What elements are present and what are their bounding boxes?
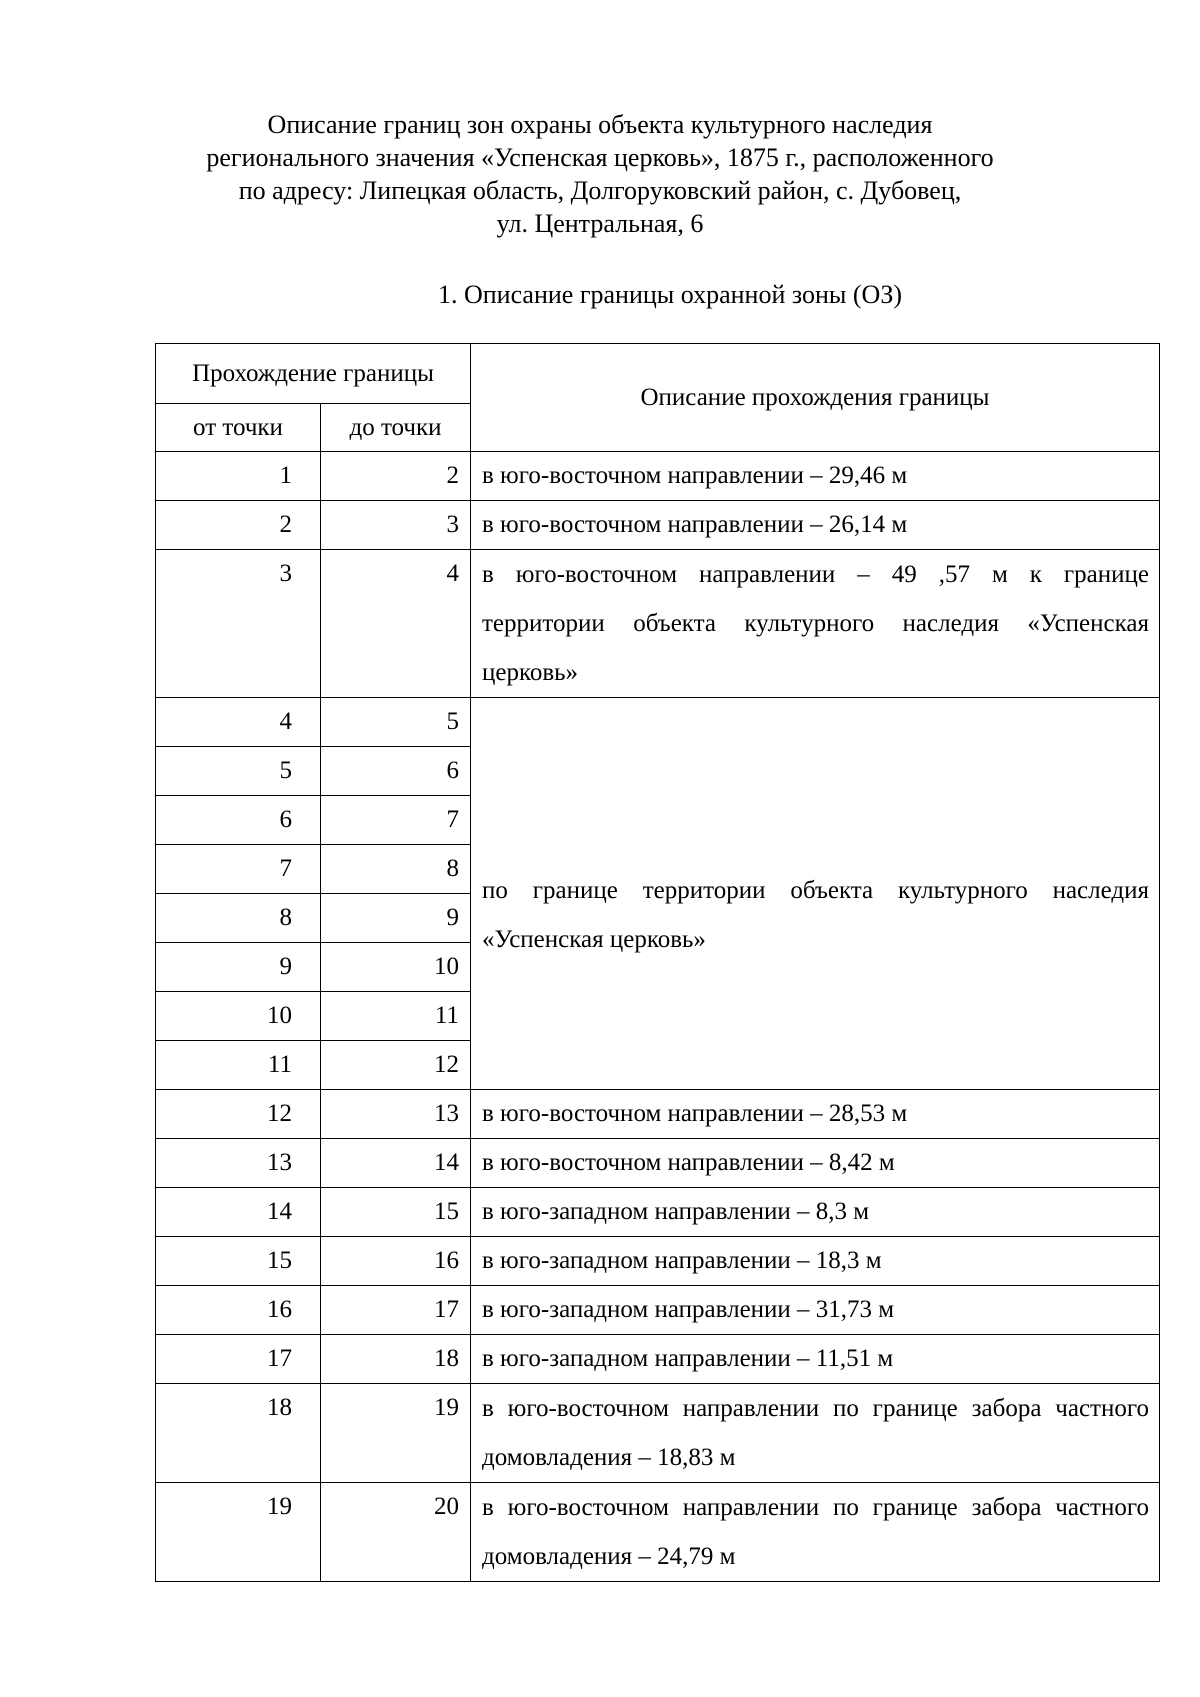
to-point-cell: 20 — [321, 1483, 471, 1582]
table-row — [156, 1286, 1160, 1335]
from-point-cell: 3 — [156, 550, 321, 698]
description-cell: в юго-восточном направлении – 8,42 м — [471, 1139, 1160, 1188]
from-point-cell: 16 — [156, 1286, 321, 1335]
to-point-cell: 9 — [321, 894, 471, 943]
to-point-cell: 7 — [321, 796, 471, 845]
boundary-table — [155, 343, 1160, 1582]
from-point-cell: 12 — [156, 1090, 321, 1139]
description-cell: в юго-восточном направлении – 29,46 м — [471, 452, 1160, 501]
from-point-cell: 9 — [156, 943, 321, 992]
to-point-cell: 18 — [321, 1335, 471, 1384]
description-cell: в юго-западном направлении – 8,3 м — [471, 1188, 1160, 1237]
from-point-cell: 13 — [156, 1139, 321, 1188]
title-line: ул. Центральная, 6 — [496, 209, 704, 238]
description-cell: по границе территории объекта культурного наследия «Успенская церковь» — [471, 698, 1160, 1090]
from-point-cell: 1 — [156, 452, 321, 501]
to-point-cell: 17 — [321, 1286, 471, 1335]
header-to-point: до точки — [321, 404, 471, 452]
description-cell: в юго-восточном направлении по границе забора частного домовладения – 18,83 м — [471, 1384, 1160, 1483]
table-row — [156, 1384, 1160, 1483]
from-point-cell: 18 — [156, 1384, 321, 1483]
to-point-cell: 14 — [321, 1139, 471, 1188]
header-boundary-passage: Прохождение границы — [156, 344, 471, 404]
to-point-cell: 19 — [321, 1384, 471, 1483]
title-line: Описание границ зон охраны объекта культурного наследия — [267, 110, 933, 139]
section-heading: 1. Описание границы охранной зоны (ОЗ) — [437, 280, 903, 309]
to-point-cell: 5 — [321, 698, 471, 747]
table-row — [156, 1483, 1160, 1582]
table-row — [156, 1237, 1160, 1286]
from-point-cell: 2 — [156, 501, 321, 550]
to-point-cell: 6 — [321, 747, 471, 796]
to-point-cell: 10 — [321, 943, 471, 992]
from-point-cell: 6 — [156, 796, 321, 845]
to-point-cell: 16 — [321, 1237, 471, 1286]
from-point-cell: 17 — [156, 1335, 321, 1384]
from-point-cell: 11 — [156, 1041, 321, 1090]
description-cell: в юго-восточном направлении – 26,14 м — [471, 501, 1160, 550]
from-point-cell: 4 — [156, 698, 321, 747]
to-point-cell: 8 — [321, 845, 471, 894]
to-point-cell: 11 — [321, 992, 471, 1041]
to-point-cell: 12 — [321, 1041, 471, 1090]
from-point-cell: 14 — [156, 1188, 321, 1237]
to-point-cell: 13 — [321, 1090, 471, 1139]
description-cell: в юго-восточном направлении – 49 ,57 м к границе территории объекта культурного наследия «Успенская церковь» — [471, 550, 1160, 698]
description-cell: в юго-восточном направлении по границе забора частного домовладения – 24,79 м — [471, 1483, 1160, 1582]
title-line: регионального значения «Успенская церковь», 1875 г., расположенного — [206, 143, 994, 172]
description-cell: в юго-западном направлении – 31,73 м — [471, 1286, 1160, 1335]
to-point-cell: 3 — [321, 501, 471, 550]
header-description: Описание прохождения границы — [471, 344, 1160, 452]
document-title — [0, 108, 1200, 240]
table-row — [156, 1188, 1160, 1237]
from-point-cell: 7 — [156, 845, 321, 894]
from-point-cell: 10 — [156, 992, 321, 1041]
table-row — [156, 452, 1160, 501]
description-cell: в юго-западном направлении – 18,3 м — [471, 1237, 1160, 1286]
table-row — [156, 1090, 1160, 1139]
table-row — [156, 1139, 1160, 1188]
to-point-cell: 4 — [321, 550, 471, 698]
to-point-cell: 15 — [321, 1188, 471, 1237]
table-row — [156, 1335, 1160, 1384]
description-cell: в юго-восточном направлении – 28,53 м — [471, 1090, 1160, 1139]
description-cell: в юго-западном направлении – 11,51 м — [471, 1335, 1160, 1384]
title-line: по адресу: Липецкая область, Долгоруковский район, с. Дубовец, — [238, 176, 962, 205]
table-row — [156, 501, 1160, 550]
from-point-cell: 5 — [156, 747, 321, 796]
table-row — [156, 550, 1160, 698]
from-point-cell: 15 — [156, 1237, 321, 1286]
header-from-point: от точки — [156, 404, 321, 452]
table-row — [156, 698, 1160, 747]
to-point-cell: 2 — [321, 452, 471, 501]
from-point-cell: 19 — [156, 1483, 321, 1582]
from-point-cell: 8 — [156, 894, 321, 943]
